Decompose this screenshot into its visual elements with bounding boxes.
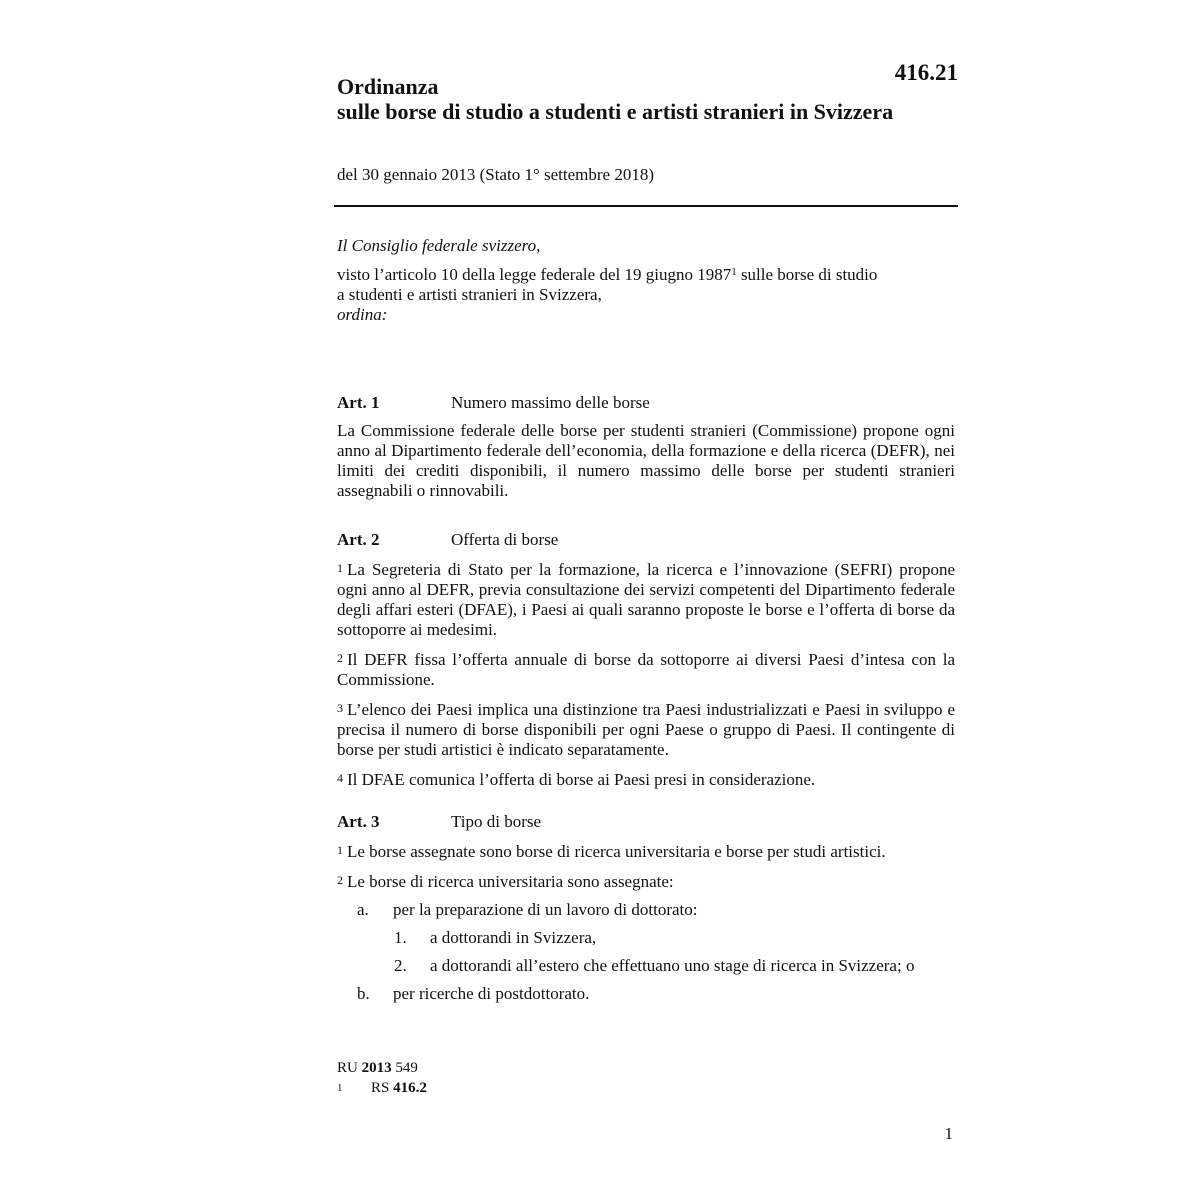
article-paragraph [337,648,955,690]
footnote-ref[interactable]: 1 [731,266,737,278]
article-title: Numero massimo delle borse [451,393,650,412]
article-paragraph [337,870,955,892]
article-paragraph [337,558,955,640]
page-footer [337,1058,427,1098]
article-number: Art. 2 [337,530,380,549]
ru-year: 2013 [361,1060,392,1076]
title-line-2: sulle borse di studio a studenti e artisti stranieri in Svizzera [337,99,894,124]
article-3 [337,812,955,1012]
paragraph-text: Le borse di ricerca universitaria sono assegnate: [347,872,674,891]
article-title: Tipo di borse [451,812,542,831]
list-item-text: per ricerche di postdottorato. [393,984,590,1003]
paragraph-number: 4 [337,771,343,785]
article-number: Art. 1 [337,393,380,412]
list-item-text: a dottorandi all’estero che effettuano uno stage di ricerca in Svizzera; o [430,956,915,975]
footnote-mark: 1 [337,1082,343,1094]
number-list [337,928,955,976]
letter-list [337,900,955,1004]
page-number: 1 [944,1124,953,1143]
list-item-label: 1. [394,928,407,947]
article-paragraph [337,768,955,790]
header-divider [334,205,958,207]
list-item-text: a dottorandi in Svizzera, [430,928,597,947]
article-1 [337,393,955,509]
preamble-decree: ordina: [337,305,388,324]
list-item-label: b. [357,984,370,1003]
ru-page: 549 [395,1060,418,1076]
list-item [337,956,955,976]
preamble-basis-text: visto l’articolo 10 della legge federale del 19 giugno 1987 [337,265,732,284]
list-item-text: per la preparazione di un lavoro di dottorato: [393,900,698,919]
paragraph-number: 1 [337,561,343,575]
footnote-text [371,1078,427,1098]
ru-reference [337,1058,427,1078]
article-number: Art. 3 [337,812,380,831]
sr-number: 416.21 [894,60,958,85]
rs-prefix: RS [371,1080,390,1096]
list-item-label: 2. [394,956,407,975]
paragraph-number: 1 [337,843,343,857]
paragraph-text: Il DEFR fissa l’offerta annuale di borse da sottoporre ai diversi Paesi d’intesa con la Commissione. [337,650,955,689]
list-item [337,928,955,948]
paragraph-text: La Segreteria di Stato per la formazione, la ricerca e l’innovazione (SEFRI) propone ogni anno al DEFR, previa consultazione dei servizi competenti del Dipartimento federale degli affari esteri (DFAE), i Paesi ai quali saranno proposte le borse e l’offerta di borse da sottoporre ai medesimi. [337,560,955,639]
preamble [337,236,958,325]
preamble-basis-line2: a studenti e artisti stranieri in Svizzera, [337,285,602,304]
footnote [337,1078,427,1098]
paragraph-text: Il DFAE comunica l’offerta di borse ai Paesi presi in considerazione. [347,770,816,789]
document-date: del 30 gennaio 2013 (Stato 1° settembre 2018) [337,165,654,184]
article-paragraph: La Commissione federale delle borse per studenti stranieri (Commissione) propone ogni anno al Dipartimento federale dell’economia, della formazione e della ricerca (DEFR), nei limiti dei crediti disponibili, il numero massimo delle borse per studenti stranieri assegnabili o rinnovabili. [337,421,955,500]
article-heading [337,393,955,413]
paragraph-number: 2 [337,651,343,665]
document-title [337,74,958,124]
list-item-label: a. [357,900,369,919]
article-paragraph [337,840,955,862]
title-line-1: Ordinanza [337,74,439,99]
article-paragraph [337,698,955,760]
rs-number: 416.2 [393,1080,427,1096]
preamble-basis [337,262,958,285]
preamble-authority: Il Consiglio federale svizzero, [337,236,541,255]
article-2 [337,530,955,798]
article-title: Offerta di borse [451,530,559,549]
paragraph-number: 3 [337,701,343,715]
list-item [337,900,955,920]
document-page [337,0,958,1200]
ru-prefix: RU [337,1060,358,1076]
paragraph-number: 2 [337,873,343,887]
list-item [337,984,955,1004]
paragraph-text: L’elenco dei Paesi implica una distinzione tra Paesi industrializzati e Paesi in sviluppo e precisa il numero di borse disponibili per ogni Paese o gruppo di Paesi. Il contingente di borse per studi artistici è indicato separatamente. [337,700,955,759]
preamble-basis-text-end: sulle borse di studio [736,265,878,284]
paragraph-text: Le borse assegnate sono borse di ricerca universitaria e borse per studi artistici. [347,842,886,861]
article-heading [337,812,955,832]
article-heading [337,530,955,550]
